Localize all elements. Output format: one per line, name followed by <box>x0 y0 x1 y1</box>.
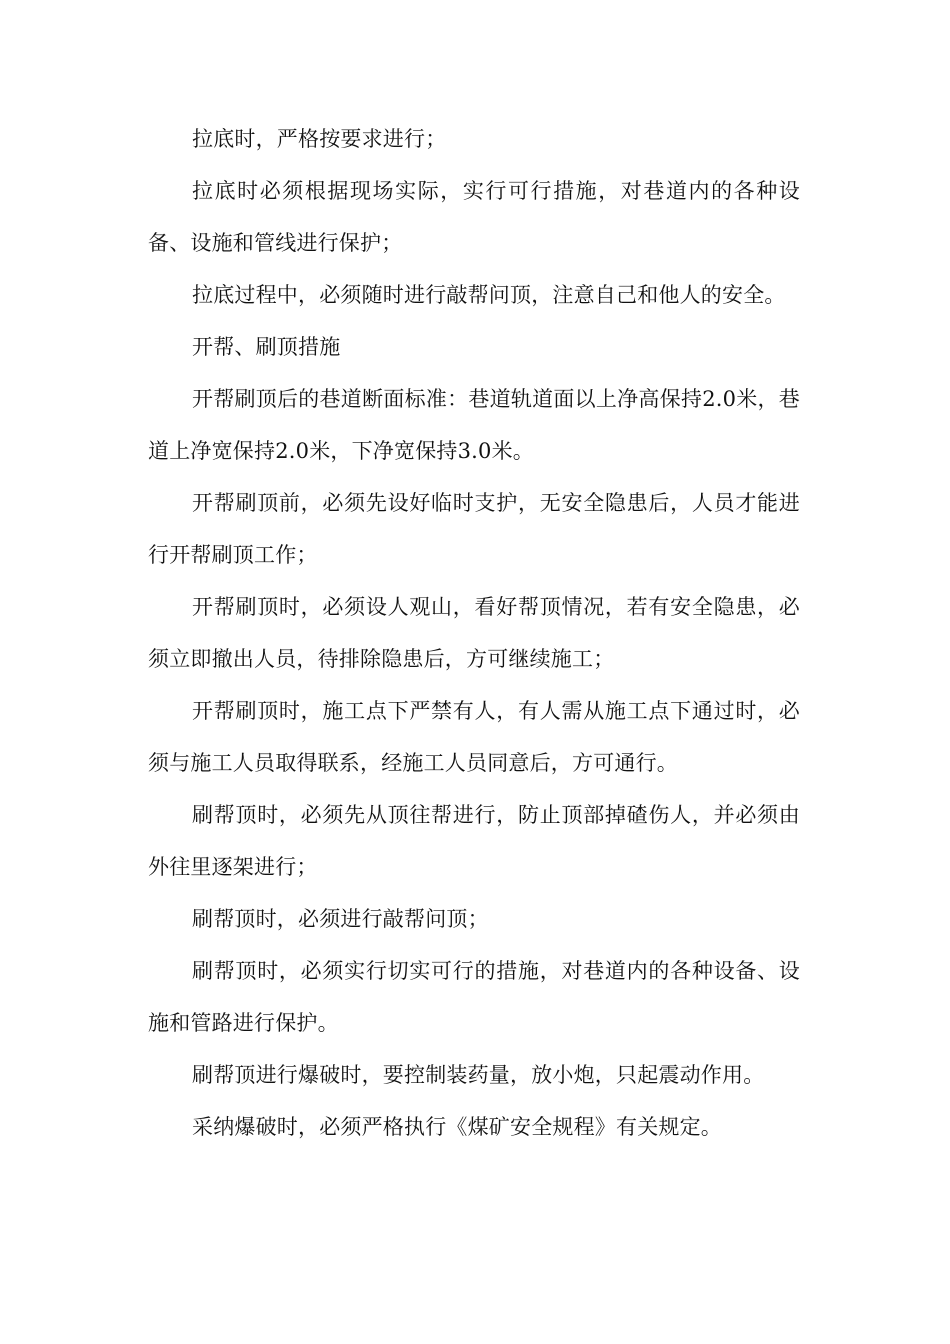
paragraph-6: 开帮刷顶前，必须先设好临时支护，无安全隐患后，人员才能进行开帮刷顶工作； <box>148 491 800 567</box>
paragraph-12: 刷帮顶进行爆破时，要控制装药量，放小炮，只起震动作用。 <box>192 1063 765 1087</box>
paragraph-9: 刷帮顶时，必须先从顶往帮进行，防止顶部掉碴伤人，并必须由外往里逐架进行； <box>148 803 800 879</box>
paragraph-7: 开帮刷顶时，必须设人观山，看好帮顶情况，若有安全隐患，必须立即撤出人员，待排除隐患后，方可继续施工； <box>148 595 800 671</box>
paragraph-1: 拉底时，严格按要求进行； <box>192 127 447 151</box>
paragraph-5: 开帮刷顶后的巷道断面标准：巷道轨道面以上净高保持2.0米，巷道上净宽保持2.0米，下净宽保持3.0米。 <box>148 387 800 463</box>
section-heading: 开帮、刷顶措施 <box>192 335 341 359</box>
paragraph-11: 刷帮顶时，必须实行切实可行的措施，对巷道内的各种设备、设施和管路进行保护。 <box>148 959 800 1035</box>
paragraph-3: 拉底过程中，必须随时进行敲帮问顶，注意自己和他人的安全。 <box>192 283 786 307</box>
document-body <box>148 113 800 1153</box>
paragraph-13: 采纳爆破时，必须严格执行《煤矿安全规程》有关规定。 <box>192 1115 722 1139</box>
paragraph-2: 拉底时必须根据现场实际，实行可行措施，对巷道内的各种设备、设施和管线进行保护； <box>148 179 800 255</box>
paragraph-8: 开帮刷顶时，施工点下严禁有人，有人需从施工点下通过时，必须与施工人员取得联系，经施工人员同意后，方可通行。 <box>148 699 800 775</box>
paragraph-10: 刷帮顶时，必须进行敲帮问顶； <box>192 907 489 931</box>
